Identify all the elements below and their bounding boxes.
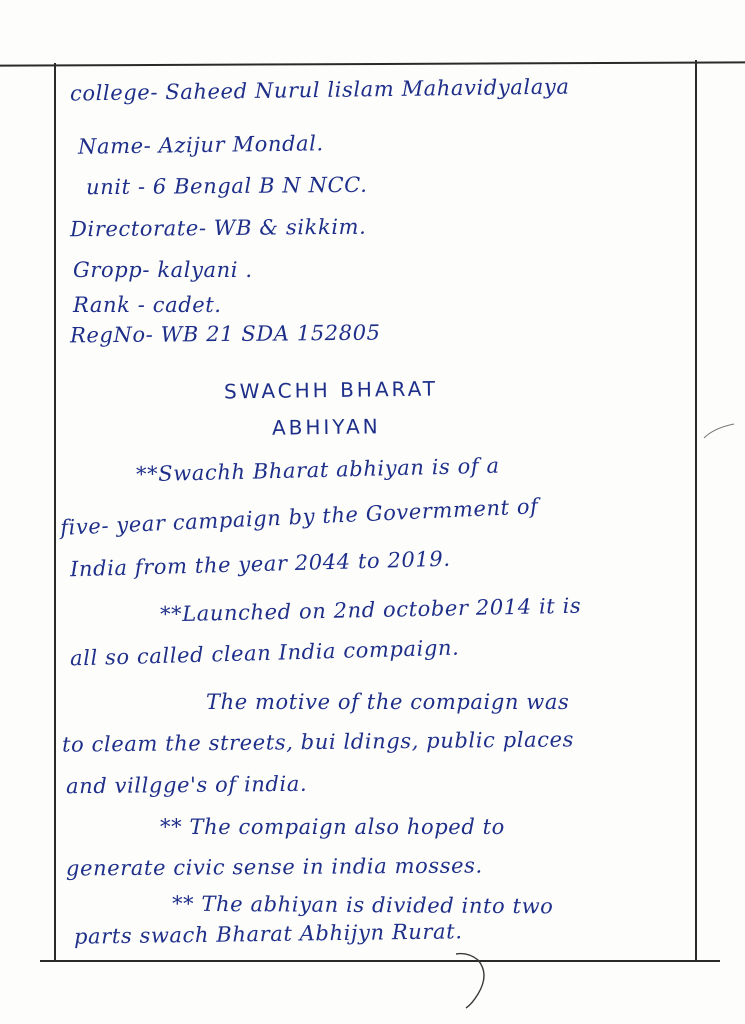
group-line: Gropp- kalyani . <box>73 258 253 282</box>
body-line: ** The abhiyan is divided into two <box>171 891 554 919</box>
heading-line-1: SWACHH BHARAT <box>223 376 439 404</box>
right-margin-line <box>695 60 697 962</box>
body-line: all so called clean India compaign. <box>69 635 460 671</box>
body-line: generate civic sense in india mosses. <box>65 853 483 881</box>
body-line: The motive of the compaign was <box>206 690 570 714</box>
pen-stroke-mark <box>438 946 498 1016</box>
name-line: Name- Azijur Mondal. <box>77 131 324 159</box>
rank-line: Rank - cadet. <box>73 293 222 317</box>
directorate-line: Directorate- WB & sikkim. <box>69 214 367 242</box>
body-line: **Launched on 2nd october 2014 it is <box>159 593 582 627</box>
bottom-margin-line <box>40 960 720 962</box>
body-line: five- year campaign by the Govermment of <box>59 494 540 540</box>
body-line: **Swachh Bharat abhiyan is of a <box>135 453 500 487</box>
body-line: to cleam the streets, bui ldings, public places <box>61 727 575 757</box>
left-margin-line <box>54 63 56 961</box>
unit-line: unit - 6 Bengal B N NCC. <box>85 172 368 200</box>
body-line: parts swach Bharat Abhijyn Rurat. <box>73 919 463 949</box>
top-margin-line <box>0 61 745 66</box>
regno-line: RegNo- WB 21 SDA 152805 <box>69 320 381 348</box>
body-line: India from the year 2044 to 2019. <box>69 546 451 582</box>
body-line: ** The compaign also hoped to <box>160 815 505 839</box>
college-line: college- Saheed Nurul lislam Mahavidyalaya <box>69 74 570 106</box>
heading-line-2: ABHIYAN <box>271 414 381 440</box>
body-line: and villgge's of india. <box>65 771 308 799</box>
pen-tick-mark <box>700 418 740 448</box>
